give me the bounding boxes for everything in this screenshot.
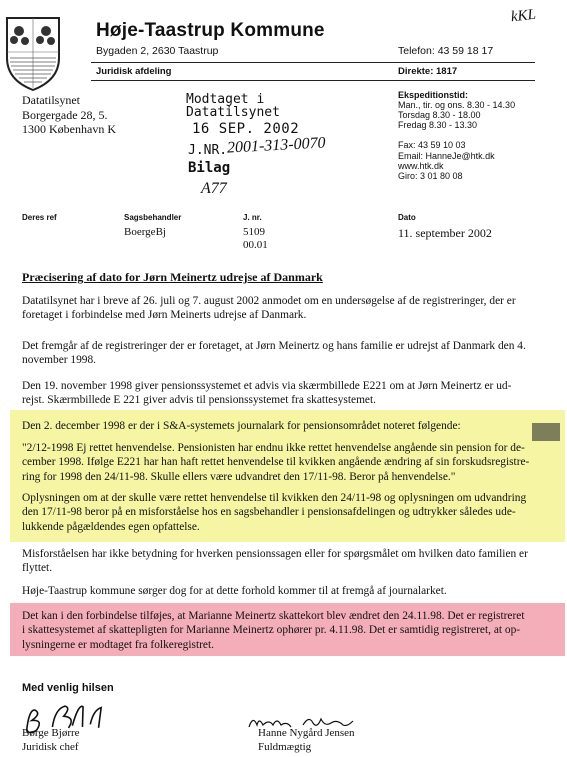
sagsbehandler-value: BoergeBj <box>124 226 166 238</box>
contact-email: Email: HanneJe@htk.dk <box>398 151 495 161</box>
signer-name: Hanne Nygård Jensen <box>258 727 355 739</box>
office-hours-line: Torsdag 8.30 - 18.00 <box>398 110 481 120</box>
paragraph-line: Høje-Taastrup kommune sørger dog for at dette forhold kommer til at fremgå af journalarket. <box>22 585 447 597</box>
paragraph-line: flyttet. <box>22 562 53 575</box>
sagsbehandler-label: Sagsbehandler <box>124 213 182 222</box>
signer-name: Børge Bjørre <box>22 727 80 739</box>
dato-label: Dato <box>398 213 416 222</box>
paragraph-line: Det fremgår af de registreringer der er foretaget, at Jørn Meinertz og hans familie er udrejst af Danmark den 4. <box>22 340 526 352</box>
stamp-bilag-label: Bilag <box>188 160 231 176</box>
paragraph-line: Den 2. december 1998 er der i S&A-systemets journalark for pensionsområdet noteret følgende: <box>22 420 461 432</box>
paragraph-line: "2/12-1998 Ej rettet henvendelse. Pensionisten har endnu ikke rettet henvendelse angående sin pension for de- <box>22 442 525 454</box>
recipient-city: 1300 København K <box>22 122 116 136</box>
paragraph <box>22 491 548 534</box>
letter-subject: Præcisering af dato for Jørn Meinertz udrejse af Danmark <box>22 270 323 284</box>
stamp-jnr-label: J.NR. <box>188 143 228 158</box>
paragraph-line: Misforståelsen har ikke betydning for hverken pensionssagen eller for spørgsmålet om hvilken dato familien er <box>22 548 528 560</box>
org-phone: Telefon: 43 59 18 17 <box>398 45 494 57</box>
paragraph <box>22 584 548 598</box>
paragraph <box>22 419 548 433</box>
paragraph <box>22 294 548 323</box>
highlighted-paragraph <box>22 609 548 652</box>
stamp-jnr-handwritten: 2001-313-0070 <box>226 134 327 157</box>
stamp-bilag-handwritten: A77 <box>201 180 227 197</box>
received-stamp-line1: Modtaget i <box>186 92 265 107</box>
received-stamp-text <box>186 93 280 119</box>
contact-giro: Giro: 3 01 80 08 <box>398 171 463 181</box>
paragraph-line: rejst. Skærmbillede E 221 giver advis til pensionssystemet fra skattesystemet. <box>22 394 376 407</box>
quoted-paragraph <box>22 441 548 484</box>
paragraph-line: Oplysningen om at der skulle være rettet henvendelse til kvikken den 24/11-98 og oplysningen om udvandring <box>22 492 527 504</box>
signer-title: Fuldmægtig <box>258 741 312 753</box>
deres-ref-label: Deres ref <box>22 213 57 222</box>
office-hours-line: Fredag 8.30 - 13.30 <box>398 120 478 130</box>
jnr-value: 5109 <box>243 226 265 238</box>
paragraph-line: den 17/11-98 beror på en misforståelse hos en sagsbehandler i pensionsafdelingen og udtrykker således ude- <box>22 506 516 519</box>
received-stamp-line2: Datatilsynet <box>186 105 280 120</box>
paragraph-line: lukkende pågældendes egen opfattelse. <box>22 520 200 533</box>
signer-title: Juridisk chef <box>22 741 79 753</box>
department-label: Juridisk afdeling <box>96 66 172 77</box>
paragraph-line: Datatilsynet har i breve af 26. juli og 7. august 2002 anmodet om en undersøgelse af de registreringer, der er <box>22 295 516 307</box>
org-name: Høje-Taastrup Kommune <box>96 20 325 41</box>
paragraph-line: foretaget i forbindelse med Jørn Meinerts udrejse af Danmark. <box>22 309 307 322</box>
paragraph-line: ring for 1998 den 24/11-98. Skulle ellers være udvandret den 17/11-98. Beror på henvendelse." <box>22 470 456 483</box>
contact-fax: Fax: 43 59 10 03 <box>398 140 466 150</box>
recipient-street: Borgergade 28, 5. <box>22 108 108 122</box>
handwritten-initials: kKL <box>510 6 537 26</box>
municipal-crest-logo <box>4 14 62 92</box>
paragraph <box>22 339 548 368</box>
paragraph-line: cember 1998. Ifølge E221 har han haft rettet henvendelse til kvikken angående ændring af sin forskudsregistre- <box>22 456 530 469</box>
paragraph-line: lysningerne er modtaget fra folkeregistret. <box>22 638 214 651</box>
jnr-value: 00.01 <box>243 239 268 251</box>
received-stamp-date: 16 SEP. 2002 <box>192 121 300 137</box>
contact-web: www.htk.dk <box>398 161 444 171</box>
paragraph-line: november 1998. <box>22 354 97 367</box>
recipient-name: Datatilsynet <box>22 93 80 107</box>
paragraph-line: Den 19. november 1998 giver pensionssystemet et advis via skærmbillede E221 om at Jørn Meinertz er ud- <box>22 380 512 392</box>
dato-value: 11. september 2002 <box>398 226 492 240</box>
paragraph-line: i skattesystemet af skattepligten for Marianne Meinertz ophører pr. 4.11.98. Det er samtidig registreret, at op- <box>22 624 521 637</box>
paragraph-line: Det kan i den forbindelse tilføjes, at Marianne Meinertz skattekort blev ændret den 24.11.98. Det er registreret <box>22 610 525 622</box>
paragraph <box>22 379 548 408</box>
office-hours-title: Ekspeditionstid: <box>398 90 469 100</box>
jnr-label: J. nr. <box>243 213 262 222</box>
direct-line: Direkte: 1817 <box>398 66 458 77</box>
paragraph <box>22 547 548 576</box>
closing-greeting: Med venlig hilsen <box>22 682 114 694</box>
org-address: Bygaden 2, 2630 Taastrup <box>96 45 219 57</box>
office-hours-line: Man., tir. og ons. 8.30 - 14.30 <box>398 100 516 110</box>
